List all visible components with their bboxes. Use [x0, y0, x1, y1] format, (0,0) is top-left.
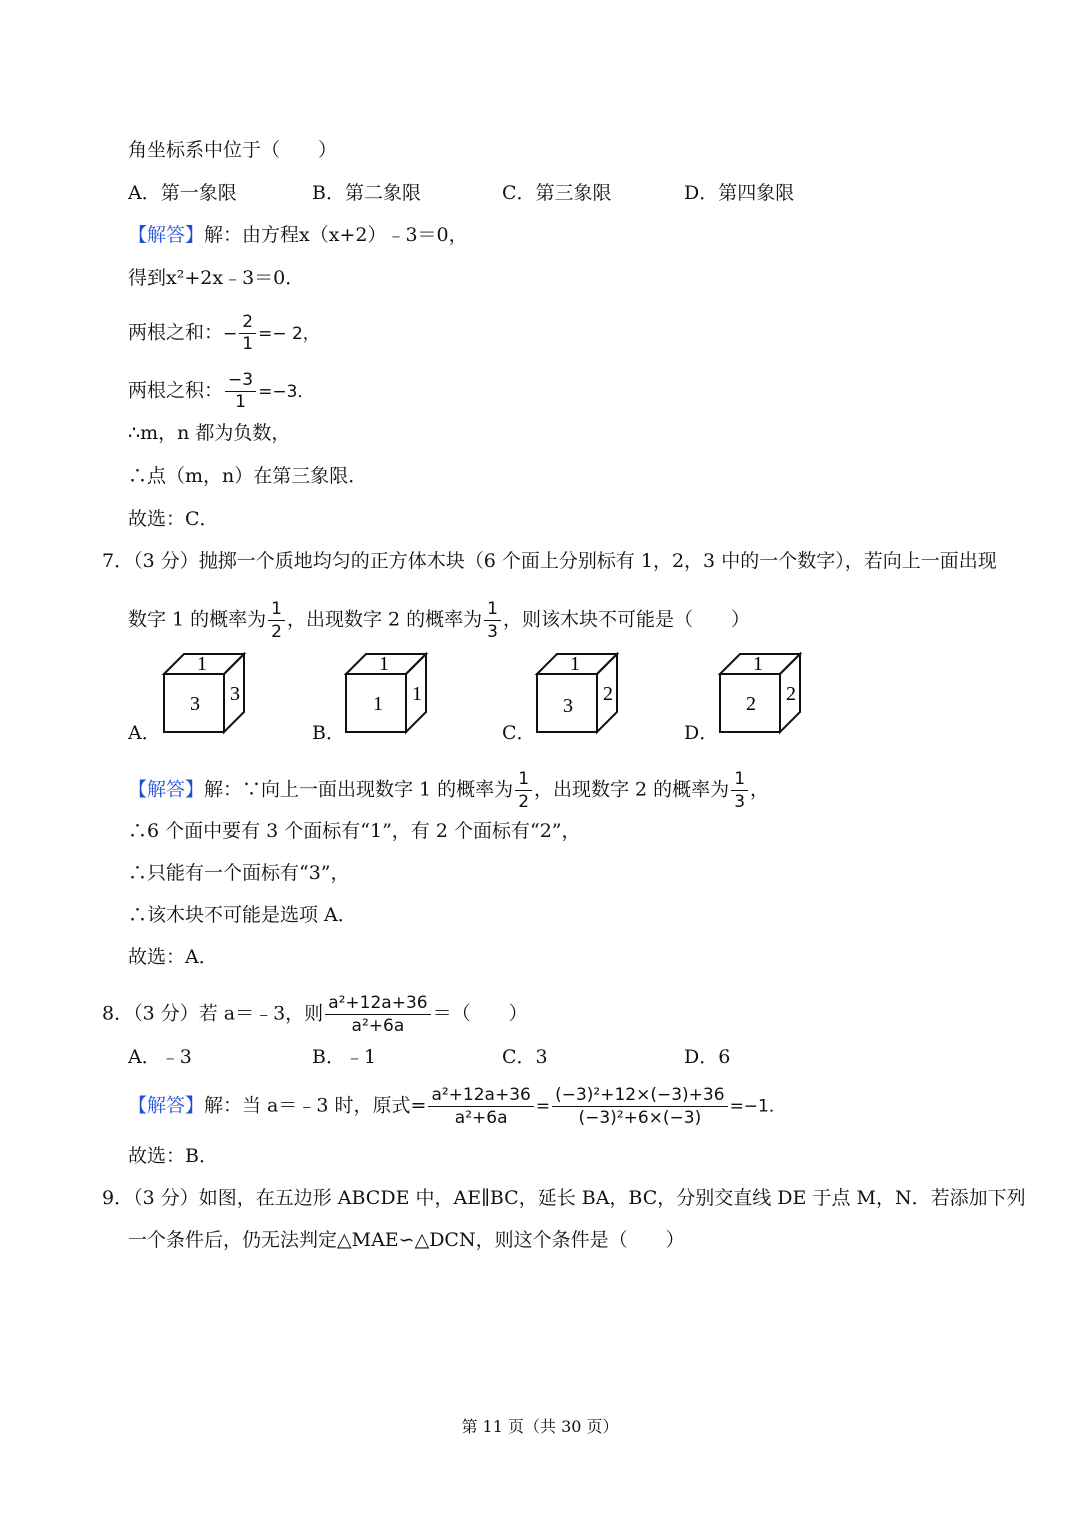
- svg-text:1: 1: [373, 693, 383, 715]
- svg-text:1: 1: [412, 683, 422, 705]
- q8-stem: 8．（3 分）若 a＝﹣3，则 $\frac{\text{a²+12a+36}}{\text{a²+6a}}$ ＝（ ）: [102, 993, 528, 1036]
- q9-stem-line1: 9．（3 分）如图，在五边形 ABCDE 中，AE∥BC，延长 BA，BC，分别交直线 DE 于点 M，N．若添加下列: [102, 1187, 1026, 1209]
- svg-text:1: 1: [197, 653, 207, 675]
- q6-option-a: A．第一象限: [128, 182, 237, 204]
- q8-option-a: A．﹣3: [128, 1046, 192, 1068]
- q9-stem-line2: 一个条件后，仍无法判定△MAE∽△DCN，则这个条件是（ ）: [128, 1229, 685, 1251]
- cube-figure-d: [716, 650, 806, 740]
- svg-text:3: 3: [230, 683, 240, 705]
- cube-label-a: A．: [128, 722, 161, 744]
- svg-text:3: 3: [563, 695, 573, 717]
- cube-label-c: C．: [502, 722, 536, 744]
- svg-text:2: 2: [786, 683, 796, 705]
- q7-solution-line1: 【解答】解：∵向上一面出现数字 1 的概率为 $\frac{1}{2}$ ，出现数字 2 的概率为 $\frac{1}{3}$ ，: [128, 769, 770, 812]
- q8-solution: 【解答】解：当 a＝﹣3 时，原式= $\frac{\text{a²+12a+36}}{\text{a²+6a}}$ = $\frac{\text{(−3)²+12×(−3)+36}}{\text{(−3)²+6×(−3)}}$ =−1．: [128, 1085, 786, 1128]
- q7-choice: 故选：A．: [128, 946, 218, 968]
- q7-stem-line1: 7．（3 分）抛掷一个质地均匀的正方体木块（6 个面上分别标有 1，2，3 中的一个数字），若向上一面出现: [102, 550, 997, 572]
- answer-tag: 【解答】: [128, 1094, 205, 1117]
- q6-stem-tail: 角坐标系中位于（ ）: [128, 139, 338, 161]
- svg-text:1: 1: [753, 653, 763, 675]
- cube-figure-c: [533, 650, 623, 740]
- q7-solution-line4: ∴该木块不可能是选项 A．: [128, 904, 357, 926]
- page-footer: 第 11 页（共 30 页）: [461, 1417, 619, 1436]
- q7-solution-line3: ∴只能有一个面标有“3”，: [128, 862, 350, 884]
- cube-label-b: B．: [312, 722, 345, 744]
- q8-option-d: D．6: [684, 1046, 731, 1068]
- q6-root-product: 两根之积： $\frac{-3}{1}$ =−3．: [128, 370, 315, 412]
- svg-text:1: 1: [570, 653, 580, 675]
- q6-option-b: B．第二象限: [312, 182, 421, 204]
- q6-solution-line1: 【解答】解：由方程x（x+2）﹣3＝0，: [128, 224, 468, 246]
- q6-conclusion-mn: ∴m，n 都为负数，: [128, 422, 291, 444]
- cube-figure-b: [342, 650, 432, 740]
- q7-solution-line2: ∴6 个面中要有 3 个面标有“1”，有 2 个面标有“2”，: [128, 820, 581, 842]
- svg-text:2: 2: [603, 683, 613, 705]
- q8-option-b: B．﹣1: [312, 1046, 377, 1068]
- q6-solution-line2: 得到x²+2x﹣3＝0．: [128, 267, 305, 289]
- q6-conclusion-point: ∴点（m，n）在第三象限．: [128, 465, 368, 487]
- answer-tag: 【解答】: [128, 778, 205, 801]
- svg-text:1: 1: [379, 653, 389, 675]
- cube-label-d: D．: [684, 722, 719, 744]
- svg-text:2: 2: [746, 693, 756, 715]
- q6-choice: 故选：C．: [128, 508, 219, 530]
- cube-figure-a: [160, 650, 250, 740]
- svg-text:3: 3: [190, 693, 200, 715]
- q8-choice: 故选：B．: [128, 1145, 218, 1167]
- q6-root-sum: 两根之和：− $\frac{2}{1}$ =− 2，: [128, 312, 320, 354]
- q7-stem-line2: 数字 1 的概率为 $\frac{1}{2}$ ，出现数字 2 的概率为 $\frac{1}{3}$ ，则该木块不可能是（ ）: [128, 599, 751, 642]
- q6-option-d: D．第四象限: [684, 182, 795, 204]
- answer-tag: 【解答】: [128, 224, 205, 246]
- q6-option-c: C．第三象限: [502, 182, 612, 204]
- q8-option-c: C．3: [502, 1046, 548, 1068]
